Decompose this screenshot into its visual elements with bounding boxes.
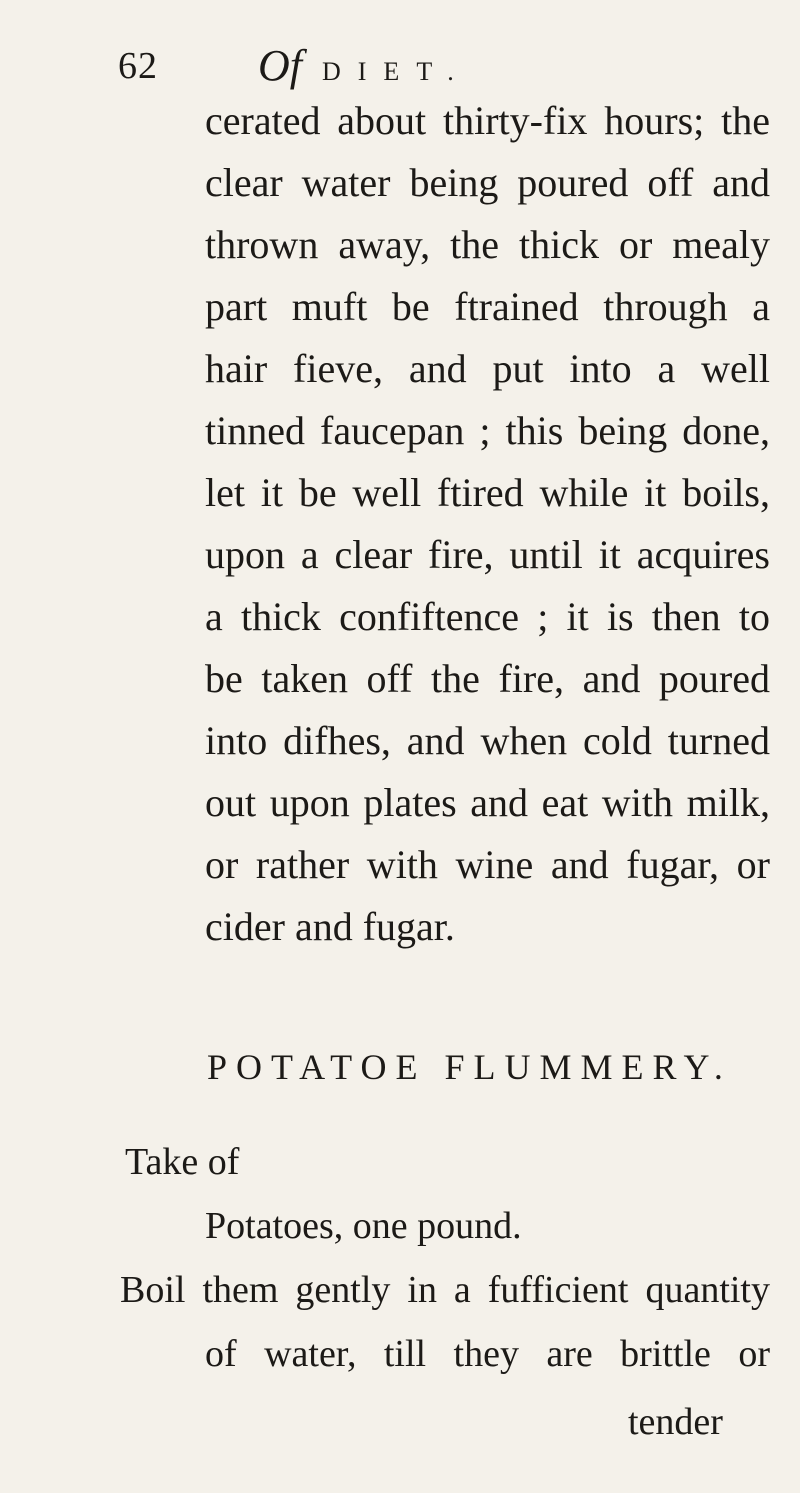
body-line: out upon plates and eat with milk, (205, 780, 770, 825)
body-line: into difhes, and when cold turned (205, 718, 770, 763)
body-line: let it be well ftired while it boils, (205, 470, 770, 515)
body-line: thrown away, the thick or mealy (205, 222, 770, 267)
body-line: cider and fugar. (205, 904, 455, 949)
recipe-instruction-line: of water, till they are brittle or (205, 1333, 770, 1375)
body-line: or rather with wine and fugar, or (205, 842, 770, 887)
body-line: a thick confiftence ; it is then to (205, 594, 770, 639)
page-number: 62 (118, 45, 158, 87)
running-head-title: DIET. (322, 57, 471, 86)
body-line: hair fieve, and put into a well (205, 346, 770, 391)
running-head (258, 40, 471, 91)
body-line: clear water being poured off and (205, 160, 770, 205)
body-line: be taken off the fire, and poured (205, 656, 770, 701)
body-line: part muft be ftrained through a (205, 284, 770, 329)
body-line: upon a clear fire, until it acquires (205, 532, 770, 577)
catchword: tender (628, 1401, 723, 1443)
running-head-of: Of (258, 41, 302, 90)
recipe-instruction-line: Boil them gently in a fufficient quantity (120, 1269, 770, 1311)
body-line: cerated about thirty-fix hours; the (205, 98, 770, 143)
section-heading: POTATOE FLUMMERY. (207, 1047, 732, 1087)
recipe-intro: Take of (125, 1141, 240, 1183)
body-line: tinned faucepan ; this being done, (205, 408, 770, 453)
recipe-ingredient: Potatoes, one pound. (205, 1205, 522, 1247)
